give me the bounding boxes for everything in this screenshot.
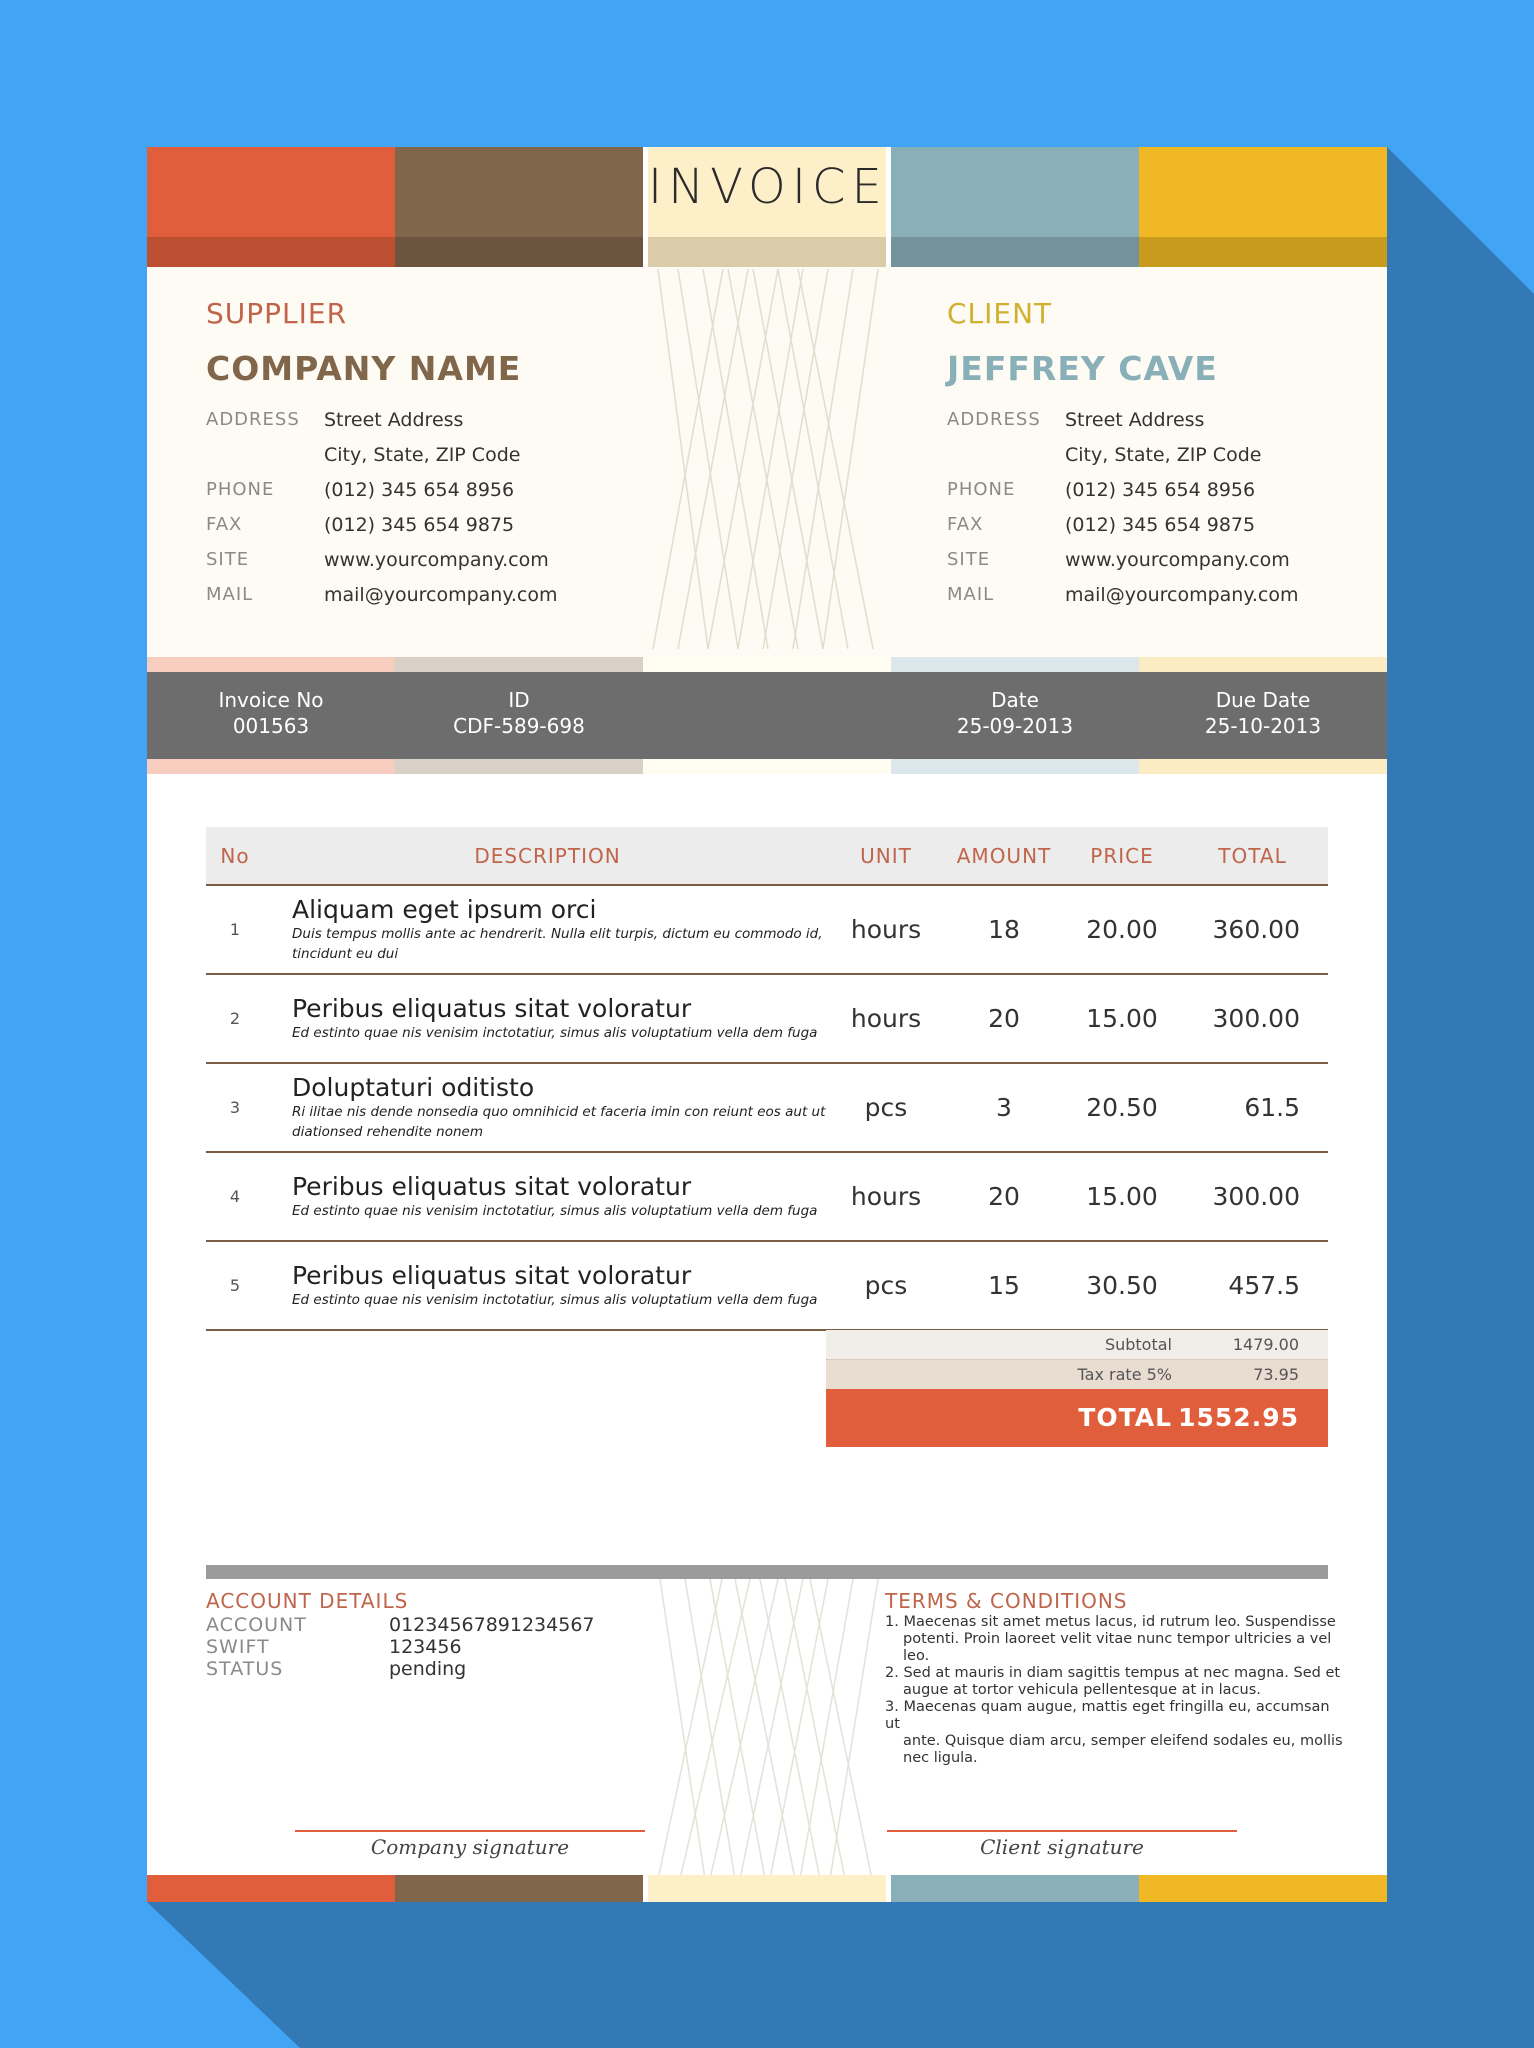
phone-label: PHONE bbox=[947, 479, 1016, 500]
fax-value: (012) 345 654 9875 bbox=[1065, 514, 1256, 536]
stripe bbox=[395, 759, 643, 774]
title-block bbox=[648, 147, 886, 267]
row-no: 3 bbox=[206, 1063, 264, 1152]
stripe bbox=[643, 657, 891, 672]
header-amount: AMOUNT bbox=[941, 827, 1067, 885]
city-value: City, State, ZIP Code bbox=[324, 444, 521, 466]
subtotal-label: Subtotal bbox=[1104, 1335, 1172, 1354]
item-amount: 20 bbox=[941, 974, 1067, 1063]
address-label: ADDRESS bbox=[947, 409, 1041, 430]
item-price: 15.00 bbox=[1067, 1152, 1177, 1241]
item-total: 61.5 bbox=[1177, 1063, 1328, 1152]
mail-value: mail@yourcompany.com bbox=[1065, 584, 1299, 606]
divider-bar bbox=[206, 1565, 1328, 1579]
mail-label: MAIL bbox=[206, 584, 254, 605]
subtotal-row bbox=[826, 1330, 1328, 1359]
total-value: 1552.95 bbox=[1178, 1403, 1299, 1432]
mail-value: mail@yourcompany.com bbox=[324, 584, 558, 606]
phone-value: (012) 345 654 8956 bbox=[1065, 479, 1256, 501]
date-value: 25-09-2013 bbox=[956, 714, 1074, 738]
phone-value: (012) 345 654 8956 bbox=[324, 479, 515, 501]
item-subtitle: Ed estinto quae nis venisim inctotatiur, simus alis voluptatium vella dem fuga bbox=[292, 1024, 818, 1041]
item-unit: hours bbox=[831, 885, 941, 974]
footer-block-bluegray bbox=[891, 1875, 1139, 1902]
terms-line: 2. Sed at mauris in diam sagittis tempus at nec magna. Sed et bbox=[885, 1665, 1341, 1681]
item-total: 360.00 bbox=[1177, 885, 1328, 974]
status-value: pending bbox=[389, 1658, 467, 1680]
item-total: 457.5 bbox=[1177, 1241, 1328, 1330]
terms-line: potenti. Proin laoreet velit vitae nunc tempor ultricies a vel leo. bbox=[903, 1631, 1332, 1664]
invoice-no-value: 001563 bbox=[232, 714, 310, 738]
company-signature-label: Company signature bbox=[370, 1835, 570, 1859]
tax-row bbox=[826, 1359, 1328, 1389]
site-value: www.yourcompany.com bbox=[1065, 549, 1290, 571]
item-total: 300.00 bbox=[1177, 1152, 1328, 1241]
item-title: Peribus eliquatus sitat voloratur bbox=[292, 993, 692, 1023]
item-subtitle: Ri ilitae nis dende nonsedia quo omnihicid et faceria imin con reiunt eos aut ut diationsed rehendite nonem bbox=[292, 1103, 826, 1140]
total-row bbox=[826, 1389, 1328, 1447]
tax-label: Tax rate 5% bbox=[1077, 1365, 1172, 1384]
footer-block-cream bbox=[648, 1875, 886, 1902]
client-heading: CLIENT bbox=[947, 297, 1053, 330]
client-name: JEFFREY CAVE bbox=[947, 349, 1218, 388]
swift-label: SWIFT bbox=[206, 1636, 270, 1658]
supplier-name: COMPANY NAME bbox=[206, 349, 522, 388]
terms-line: 3. Maecenas quam augue, mattis eget fringilla eu, accumsan ut bbox=[885, 1699, 1330, 1732]
item-price: 20.50 bbox=[1067, 1063, 1177, 1152]
decorative-lines bbox=[648, 269, 886, 649]
item-title: Doluptaturi oditisto bbox=[292, 1072, 535, 1102]
color-block-yellow bbox=[1139, 147, 1387, 267]
site-label: SITE bbox=[947, 549, 991, 570]
invoice-meta-bar bbox=[147, 672, 1387, 759]
row-no: 2 bbox=[206, 974, 264, 1063]
client-signature-label: Client signature bbox=[980, 1835, 1144, 1859]
stripe bbox=[395, 657, 643, 672]
item-amount: 18 bbox=[941, 885, 1067, 974]
table-row bbox=[206, 1241, 1328, 1330]
table-row bbox=[206, 1063, 1328, 1152]
address-value: Street Address bbox=[1065, 409, 1205, 431]
terms-line: augue at tortor vehicula pellentesque at in lacus. bbox=[903, 1682, 1261, 1698]
item-subtitle: Duis tempus mollis ante ac hendrerit. Nulla elit turpis, dictum eu commodo id, tincidunt eu dui bbox=[292, 925, 823, 962]
item-title: Peribus eliquatus sitat voloratur bbox=[292, 1171, 692, 1201]
item-total: 300.00 bbox=[1177, 974, 1328, 1063]
header-unit: UNIT bbox=[831, 827, 941, 885]
footer-block-brown bbox=[395, 1875, 643, 1902]
account-heading: ACCOUNT DETAILS bbox=[206, 1589, 409, 1613]
fax-label: FAX bbox=[206, 514, 243, 535]
site-value: www.yourcompany.com bbox=[324, 549, 549, 571]
stripe bbox=[891, 657, 1139, 672]
invoice-sheet bbox=[147, 147, 1387, 1902]
supplier-heading: SUPPLIER bbox=[206, 297, 348, 330]
row-no: 5 bbox=[206, 1241, 264, 1330]
item-title: Aliquam eget ipsum orci bbox=[292, 894, 597, 924]
header-description: DESCRIPTION bbox=[264, 827, 831, 885]
stripe bbox=[1139, 657, 1387, 672]
fax-value: (012) 345 654 9875 bbox=[324, 514, 515, 536]
city-value: City, State, ZIP Code bbox=[1065, 444, 1262, 466]
swift-value: 123456 bbox=[389, 1636, 462, 1658]
account-label: ACCOUNT bbox=[206, 1614, 307, 1636]
table-row bbox=[206, 885, 1328, 974]
terms-line: ante. Quisque diam arcu, semper eleifend sodales eu, mollis bbox=[903, 1733, 1343, 1749]
item-price: 20.00 bbox=[1067, 885, 1177, 974]
total-label: TOTAL bbox=[1078, 1403, 1172, 1432]
id-value: CDF-589-698 bbox=[453, 714, 585, 738]
terms-line: nec ligula. bbox=[903, 1750, 978, 1766]
item-unit: hours bbox=[831, 974, 941, 1063]
id-label: ID bbox=[508, 688, 530, 712]
footer-block-yellow bbox=[1139, 1875, 1387, 1902]
table-row bbox=[206, 974, 1328, 1063]
item-price: 15.00 bbox=[1067, 974, 1177, 1063]
item-price: 30.50 bbox=[1067, 1241, 1177, 1330]
account-value: 01234567891234567 bbox=[389, 1614, 595, 1636]
address-value: Street Address bbox=[324, 409, 464, 431]
stripe bbox=[1139, 759, 1387, 774]
mail-label: MAIL bbox=[947, 584, 995, 605]
item-title: Peribus eliquatus sitat voloratur bbox=[292, 1260, 692, 1290]
item-unit: hours bbox=[831, 1152, 941, 1241]
account-details bbox=[206, 1614, 626, 1680]
item-amount: 15 bbox=[941, 1241, 1067, 1330]
item-subtitle: Ed estinto quae nis venisim inctotatiur, simus alis voluptatium vella dem fuga bbox=[292, 1291, 818, 1308]
row-no: 1 bbox=[206, 885, 264, 974]
color-block-red bbox=[147, 147, 395, 267]
table-header-row bbox=[206, 827, 1328, 885]
decorative-lines-bottom bbox=[650, 1579, 886, 1879]
subtotal-value: 1479.00 bbox=[1232, 1335, 1299, 1354]
invoice-no-label: Invoice No bbox=[218, 688, 324, 712]
header-color-band bbox=[147, 147, 1387, 267]
terms-heading: TERMS & CONDITIONS bbox=[885, 1589, 1128, 1613]
company-signature-line bbox=[295, 1830, 645, 1832]
color-block-bluegray bbox=[891, 147, 1139, 267]
terms-list bbox=[885, 1614, 1345, 1767]
item-subtitle: Ed estinto quae nis venisim inctotatiur, simus alis voluptatium vella dem fuga bbox=[292, 1202, 818, 1219]
invoice-title: INVOICE bbox=[648, 159, 888, 215]
stripe bbox=[891, 759, 1139, 774]
stripe bbox=[147, 657, 395, 672]
header-total: TOTAL bbox=[1177, 827, 1328, 885]
status-label: STATUS bbox=[206, 1658, 284, 1680]
due-date-value: 25-10-2013 bbox=[1204, 714, 1322, 738]
due-date-label: Due Date bbox=[1215, 688, 1311, 712]
stripe bbox=[147, 759, 395, 774]
footer-block-red bbox=[147, 1875, 395, 1902]
table-row bbox=[206, 1152, 1328, 1241]
header-no: No bbox=[206, 827, 264, 885]
color-block-brown bbox=[395, 147, 643, 267]
item-unit: pcs bbox=[831, 1241, 941, 1330]
address-label: ADDRESS bbox=[206, 409, 300, 430]
tax-value: 73.95 bbox=[1253, 1365, 1299, 1384]
site-label: SITE bbox=[206, 549, 250, 570]
line-items-table bbox=[206, 827, 1328, 1331]
date-label: Date bbox=[991, 688, 1039, 712]
terms-line: 1. Maecenas sit amet metus lacus, id rutrum leo. Suspendisse bbox=[885, 1614, 1336, 1630]
header-price: PRICE bbox=[1067, 827, 1177, 885]
item-amount: 3 bbox=[941, 1063, 1067, 1152]
fax-label: FAX bbox=[947, 514, 984, 535]
client-signature-line bbox=[887, 1830, 1237, 1832]
item-amount: 20 bbox=[941, 1152, 1067, 1241]
item-unit: pcs bbox=[831, 1063, 941, 1152]
phone-label: PHONE bbox=[206, 479, 275, 500]
row-no: 4 bbox=[206, 1152, 264, 1241]
stripe bbox=[643, 759, 891, 774]
